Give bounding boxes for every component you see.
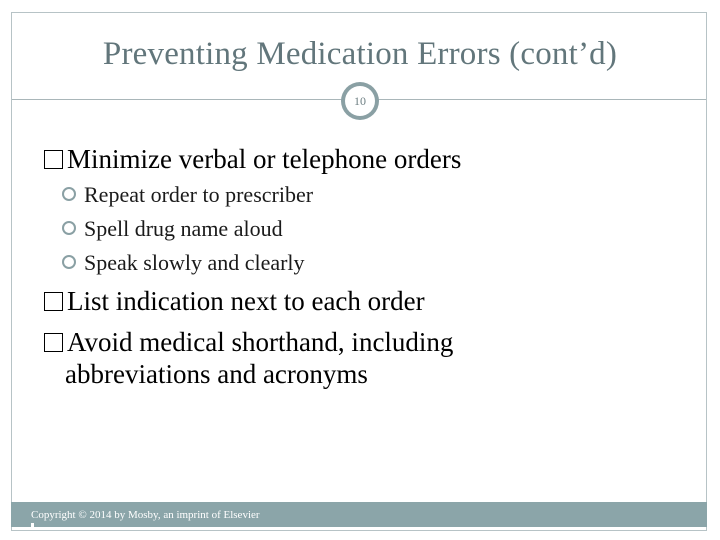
circle-bullet-icon: [62, 255, 76, 269]
bullet-item: [44, 143, 461, 175]
slide-title: Preventing Medication Errors (cont’d): [102, 36, 618, 72]
bullet-text: Avoid medical shorthand, including: [67, 327, 454, 357]
circle-bullet-icon: [62, 187, 76, 201]
page-number-badge: [341, 82, 379, 120]
square-bullet-icon: [44, 292, 63, 311]
copyright-footer: Copyright © 2014 by Mosby, an imprint of Elsevier: [31, 509, 260, 521]
page-number: 10: [345, 86, 375, 116]
square-bullet-icon: [44, 150, 63, 169]
bullet-item: [44, 285, 425, 317]
sub-bullet-item: [62, 216, 283, 242]
sub-bullet-item: [62, 250, 305, 276]
bullet-item: [44, 326, 453, 391]
sub-bullet-item: [62, 182, 313, 208]
footer-line-fragment: [31, 523, 34, 529]
bullet-text: List indication next to each order: [67, 286, 425, 316]
circle-bullet-icon: [62, 221, 76, 235]
sub-bullet-text: Spell drug name aloud: [84, 216, 283, 241]
bullet-text: Minimize verbal or telephone orders: [67, 144, 462, 174]
sub-bullet-text: Speak slowly and clearly: [84, 250, 305, 275]
square-bullet-icon: [44, 333, 63, 352]
bullet-continuation-text: abbreviations and acronyms: [65, 359, 368, 390]
sub-bullet-text: Repeat order to prescriber: [84, 182, 314, 207]
